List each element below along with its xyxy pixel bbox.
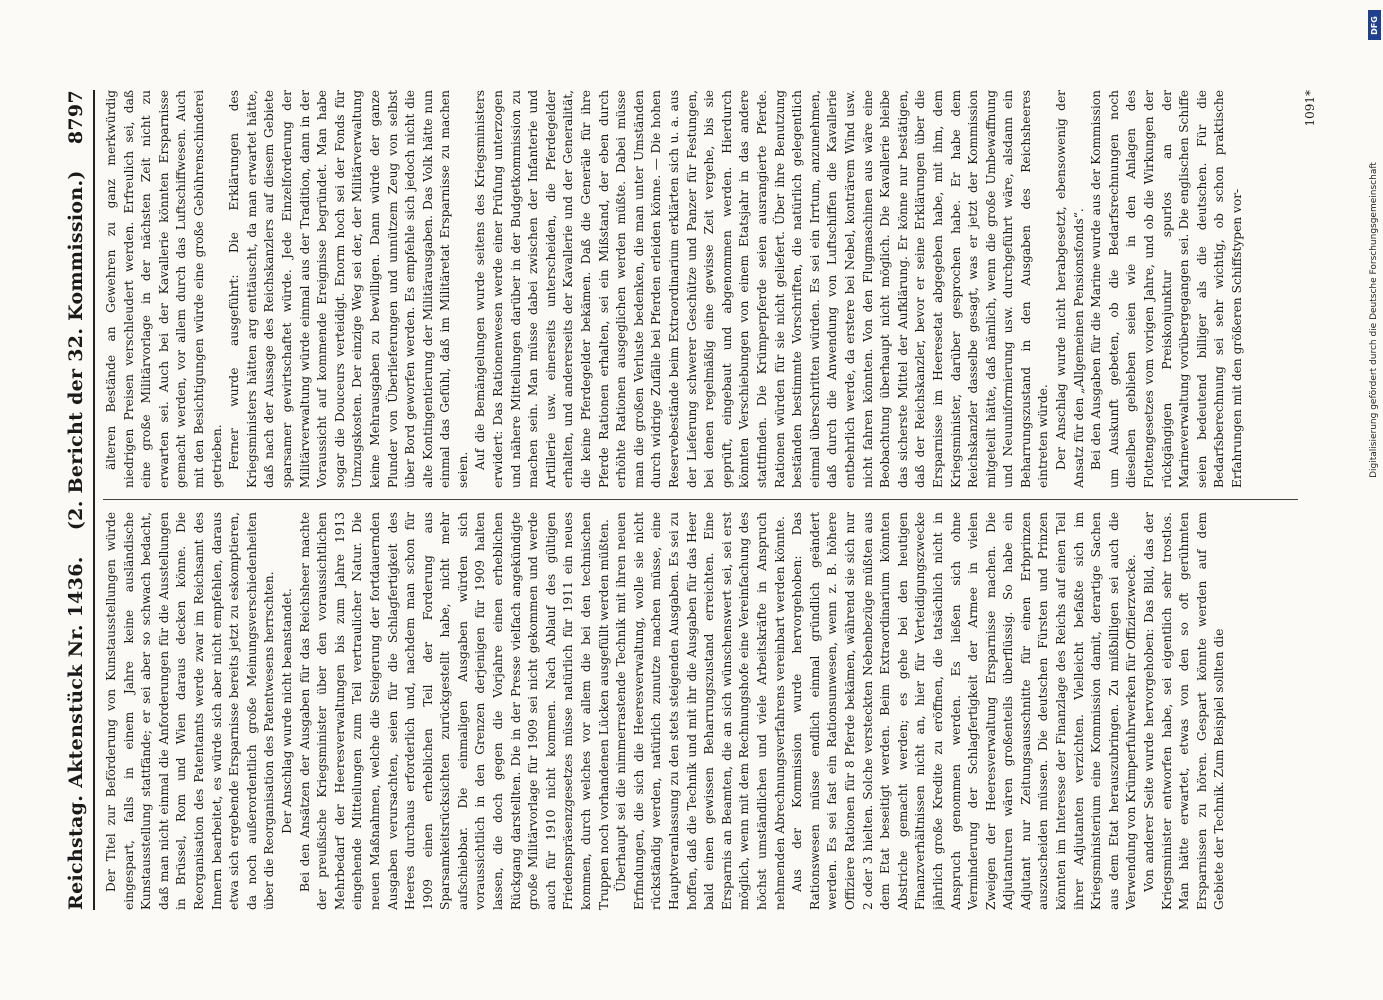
dfg-logo-text: DFG xyxy=(1370,15,1380,35)
sheet-mark: 1091* xyxy=(1303,90,1317,127)
paragraph: Aus der Kommission wurde hervorgehoben: Das Rationswesen müsse endlich einmal gründlich geändert werden. Es sei fast ein Rationsunwesen, wenn z. B. höhere Offiziere Rationen für 8 Pferde bekämen, während sie sich nur 2 oder 3 hielten. Solche versteckten Nebenbezüge müßten aus dem Etat beseitigt werden. Beim Extraordinarium könnten Abstriche gemacht werden; es gehe bei den heutigen Finanzverhältnissen nicht an, hier für Verteidigungszwecke jährlich große Kredite zu eröffnen, die tatsächlich nicht in Anspruch genommen werden. Es ließen sich ohne Verminderung der Schlagfertigkeit der Armee in vielen Zweigen der Heeresverwaltung Ersparnisse machen. Die Adjutanturen wären großenteils überflüssig. So habe ein Adjutant nur Zeitungsausschnitte für einen Erbprinzen auszuscheiden müssen. Die deutschen Fürsten und Prinzen könnten im Interesse der Finanzlage des Reichs auf einen Teil ihrer Adjutanten verzichten. Vielleicht befaßte sich im Kriegsministerium eine Kommission damit, derartige Sachen aus dem Etat herauszubringen. Zu mißbilligen sei auch die Verwendung von Krümperfuhrwerken für Offizierzwecke. xyxy=(790,512,1139,910)
digitization-imprint xyxy=(1366,0,1382,1000)
imprint-text: Digitalisierung gefördert durch die Deutsche Forschungsgemeinschaft xyxy=(1369,162,1379,478)
left-column xyxy=(103,512,1298,910)
column-divider xyxy=(103,500,1298,501)
paragraph: Auf die Bemängelungen wurde seitens des Kriegsministers erwidert: Das Rationenwesen werde einer Prüfung unterzogen und nähere Mitteilungen darüber in der Budgetkommission zu machen sein. Man müsse dabei zwischen der Infanterie und Artillerie usw. einerseits unterscheiden, die Pferdegelder erhalten, und andererseits der Kavallerie und der Generalität, die keine Pferdegelder bekämen. Daß die Generäle für ihre Pferde Rationen erhalten, sei ein Mißstand, der eben durch erhöhte Rationen ausgeglichen werden müßte. Dabei müsse man die großen Verluste bedenken, die man unter Umständen durch widrige Zufälle bei Pferden erleiden könne. — Die hohen Reservebestände beim Extraordinarium erklärten sich u. a. aus der Lieferung schwerer Geschütze und Panzer für Festungen, bei denen regelmäßig eine gewisse Zeit vergehe, bis sie geprüft, eingebaut und abgenommen werden. Hierdurch könnten Verschiebungen von einem Etatsjahr in das andere stattfinden. Die Krümperpferde seien ausrangierte Pferde. Rationen würden für sie nicht geliefert. Über ihre Benutzung beständen bestimmte Vorschriften, die natürlich gelegentlich einmal überschritten würden. Es sei ein Irrtum, anzunehmen, daß durch die Anwendung von Luftschiffen die Kavallerie entbehrlich werde, da erstere bei Nebel, konträrem Wind usw. nicht fahren könnten. Von den Flugmaschinen aus wäre eine Beobachtung überhaupt nicht möglich. Die Kavallerie bleibe das sicherste Mittel der Aufklärung. Er könne nur bestätigen, daß der Reichskanzler, bevor er seine Erklärungen über die Ersparnisse im Heeresetat abgegeben habe, mit ihm, dem Kriegsminister, darüber gesprochen habe. Er habe dem Reichskanzler dasselbe gesagt, was er jetzt der Kommission mitgeteilt hätte, daß nämlich, wenn die große Umbewaffnung und Neuuniformierung usw. durchgeführt wäre, alsdann ein Beharrungszustand in den Ausgaben des Reichsheeres eintreten würde. xyxy=(473,90,1051,488)
paragraph: älteren Bestände an Gewehren zu ganz merkwürdig niedrigen Preisen verschleudert werden. Erfreulich sei, daß eine große Militärvorlage in der nächsten Zeit nicht zu erwarten sei. Auch bei der Kavallerie könnten Ersparnisse gemacht werden, vor allem durch das Luftschiffwesen. Auch mit den Besichtigungen würde eine große Gebührenschinderei getrieben. xyxy=(104,90,224,488)
header-center-title: (2. Bericht der 32. Kommission.) xyxy=(65,170,87,531)
right-column xyxy=(103,90,1298,488)
text-columns xyxy=(103,90,1298,910)
paragraph: Der Titel zur Beförderung von Kunstausstellungen würde eingespart, falls in einem Jahre keine ausländische Kunstausstellung stattfände; er sei aber so schwach bedacht, daß man nicht einmal die Anforderungen für die Ausstellungen in Brüssel, Rom und Wien daraus decken könne. Die Reorganisation des Patentamts werde zwar im Reichsamt des Innern bearbeitet, es würde sich aber nicht empfehlen, daraus etwa sich ergebende Ersparnisse bereits jetzt zu eskomptieren, da noch außerordentlich große Meinungsverschiedenheiten über die Reorganisation des Patentwesens herrschten. xyxy=(104,512,277,910)
header-left-title: Reichstag. Aktenstück Nr. 1436. xyxy=(65,556,87,910)
paragraph: Der Anschlag wurde nicht herabgesetzt, ebensowenig der Ansatz für den „Allgemeinen Pensionsfonds“. xyxy=(1054,90,1086,488)
page-number: 8797 xyxy=(65,90,87,145)
running-header xyxy=(59,90,95,910)
paragraph: Bei den Ansätzen der Ausgaben für das Reichsheer machte der preußische Kriegsminister über den voraussichtlichen Mehrbedarf der Heeresverwaltungen bis zum Jahre 1913 eingehende Mitteilungen zum Teil vertraulicher Natur. Die neuen Maßnahmen, welche die Steigerung der fortdauernden Ausgaben verursachten, seien für die Schlagfertigkeit des Heeres durchaus erforderlich und, nachdem man schon für 1909 einen erheblichen Teil der Forderung aus Sparsamkeitsrücksichten zurückgestellt habe, nicht mehr aufschiebbar. Die einmaligen Ausgaben würden sich voraussichtlich in den Grenzen derjenigen für 1909 halten lassen, die doch gegen die Vorjahre einen erheblichen Rückgang darstellten. Die in der Presse vielfach angekündigte große Militärvorlage für 1909 sei nicht gekommen und werde auch für 1910 nicht kommen. Nach Ablauf des gültigen Friedenspräsenzgesetzes müsse natürlich für 1911 ein neues kommen, durch welches vor allem die bei den technischen Truppen noch vorhandenen Lücken ausgefüllt werden müßten. xyxy=(297,512,611,910)
paragraph: Überhaupt sei die nimmerrastende Technik mit ihren neuen Erfindungen, die sich die Heeresverwaltung, wolle sie nicht rückständig werden, natürlich zunutze machen müsse, eine Hauptveranlassung zu den stets steigenden Ausgaben. Es sei zu hoffen, daß die Technik und mit ihr die Ausgaben für das Heer bald einen gewissen Beharrungszustand erreichten. Eine Ersparnis an Beamten, die an sich wünschenswert sei, sei erst möglich, wenn mit dem Rechnungshofe eine Vereinfachung des höchst umständlichen und viele Arbeitskräfte in Anspruch nehmenden Abrechnungsverfahrens vereinbart werden könnte. xyxy=(614,512,787,910)
rotated-printed-page xyxy=(51,50,1331,950)
paragraph: Der Anschlag wurde nicht beanstandet. xyxy=(279,588,294,834)
paragraph: Bei den Ausgaben für die Marine wurde aus der Kommission um Auskunft gebeten, ob die Bedarfsrechnungen noch dieselben geblieben seien wie in den Anlagen des Flottengesetzes vom vorigen Jahre, und ob die Wirkungen der rückgängigen Preiskonjunktur spurlos an der Marineverwaltung vorübergegangen sei. Die englischen Schiffe seien bedeutend billiger als die deutschen. Für die Bedarfsberechnung sei sehr wichtig, ob schon praktische Erfahrungen mit den größeren Schiffstypen vor- xyxy=(1089,90,1244,488)
paragraph: Von anderer Seite wurde hervorgehoben: Das Bild, das der Kriegsminister entworfen habe, sei eigentlich sehr trostlos. Man hätte erwartet, etwas von den so oft gerühmten Ersparnissen zu hören. Gespart könnte werden auf dem Gebiete der Technik. Zum Beispiel sollten die xyxy=(1142,512,1227,910)
paragraph: Ferner wurde ausgeführt: Die Erklärungen des Kriegsministers hätten arg enttäuscht, da man erwartet hätte, daß nach der Aussage des Reichskanzlers auf diesem Gebiete sparsamer gewirtschaftet würde. Jede Einzelforderung der Militärverwaltung würde einmal aus der Tradition, dann in der Voraussicht auf kommende Ereignisse begründet. Man habe sogar die Douceurs verteidigt. Enorm hoch sei der Fonds für Umzugskosten. Der einzige Weg sei der, der Militärverwaltung keine Mehrausgaben zu bewilligen. Dann würde der ganze Plunder von Überlieferungen und unnützem Zeug von selbst über Bord geworfen werden. Es empfehle sich jedoch nicht die alte Kontingentierung der Militärausgaben. Das Volk hätte nun einmal das Gefühl, daß im Militäretat Ersparnisse zu machen seien. xyxy=(227,90,470,488)
